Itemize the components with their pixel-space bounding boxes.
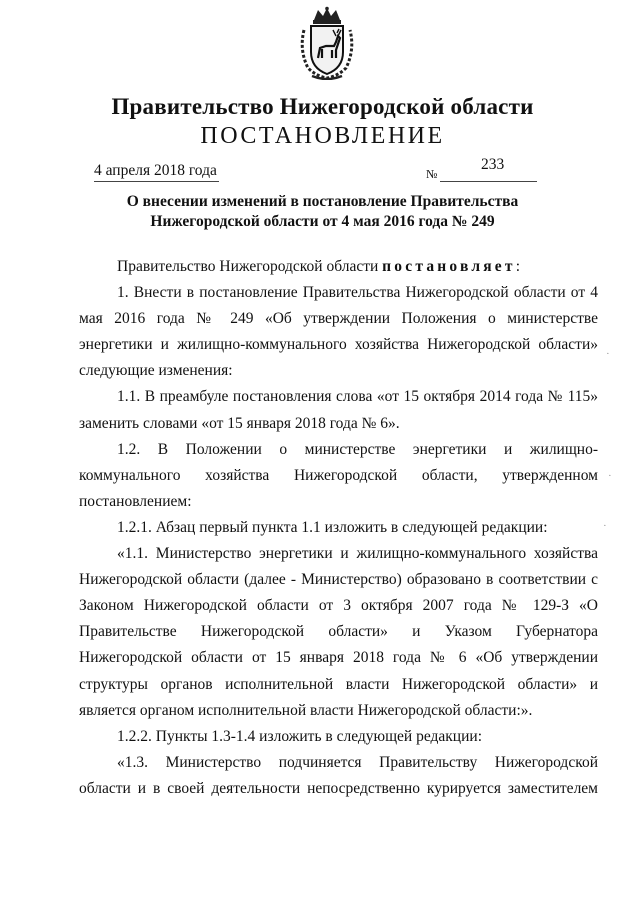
- document-number: 233: [481, 156, 505, 173]
- scan-mark: ·: [606, 348, 610, 360]
- subject-line-2: Нижегородской области от 4 мая 2016 года № 249: [150, 213, 495, 230]
- number-label: №: [426, 167, 438, 181]
- scan-mark: ·: [603, 520, 607, 532]
- subject-line-1: О внесении изменений в постановление Правительства: [126, 193, 519, 210]
- intro-lead: Правительство Нижегородской области: [117, 258, 379, 275]
- paragraph-1-1: 1.1. В преамбуле постановления слова «от 15 октября 2014 года № 115» заменить словами «от 15 января 2018 года № 6».: [79, 388, 598, 432]
- paragraph-1: 1. Внести в постановление Правительства Нижегородской области от 4 мая 2016 года № 249 «Об утверждении Положения о министерстве энергетики и жилищно-коммунального хозяйства Нижегородской области» следующие изменения:: [79, 284, 598, 380]
- intro-paragraph: [79, 254, 598, 280]
- paragraph-1-2-2: 1.2.2. Пункты 1.3-1.4 изложить в следующей редакции:: [117, 727, 482, 745]
- intro-colon: :: [515, 258, 521, 275]
- scan-mark: ·: [608, 470, 612, 482]
- coat-of-arms-icon: [296, 6, 358, 80]
- organization-title: Правительство Нижегородской области: [111, 94, 534, 119]
- document-date: 4 апреля 2018 года: [94, 162, 217, 179]
- quote-paragraph-1-3: «1.3. Министерство подчиняется Правительству Нижегородской области и в своей деятельности непосредственно курируется заместителем: [79, 753, 598, 797]
- document-subject: [120, 192, 525, 232]
- paragraph-1-2: 1.2. В Положении о министерстве энергетики и жилищно-коммунального хозяйства Нижегородской области, утвержденном постановлением:: [79, 440, 598, 510]
- quote-paragraph-1-1: «1.1. Министерство энергетики и жилищно-коммунального хозяйства Нижегородской области (далее - Министерство) образовано в соответствии с Законом Нижегородской области от 3 октября 2007 года № 129-З «О Правительстве Нижегородской области» и Указом Губернатора Нижегородской области от 15 января 2018 года № 6 «Об утверждении структуры органов исполнительной власти Нижегородской области» и является органом исполнительной власти Нижегородской области:».: [79, 545, 598, 719]
- document-body: [79, 254, 598, 802]
- paragraph-1-2-1: 1.2.1. Абзац первый пункта 1.1 изложить в следующей редакции:: [117, 518, 548, 536]
- document-type: ПОСТАНОВЛЕНИЕ: [200, 123, 445, 149]
- date-underline: [94, 181, 219, 182]
- intro-verb: постановляет: [382, 258, 516, 275]
- number-underline: [440, 181, 537, 182]
